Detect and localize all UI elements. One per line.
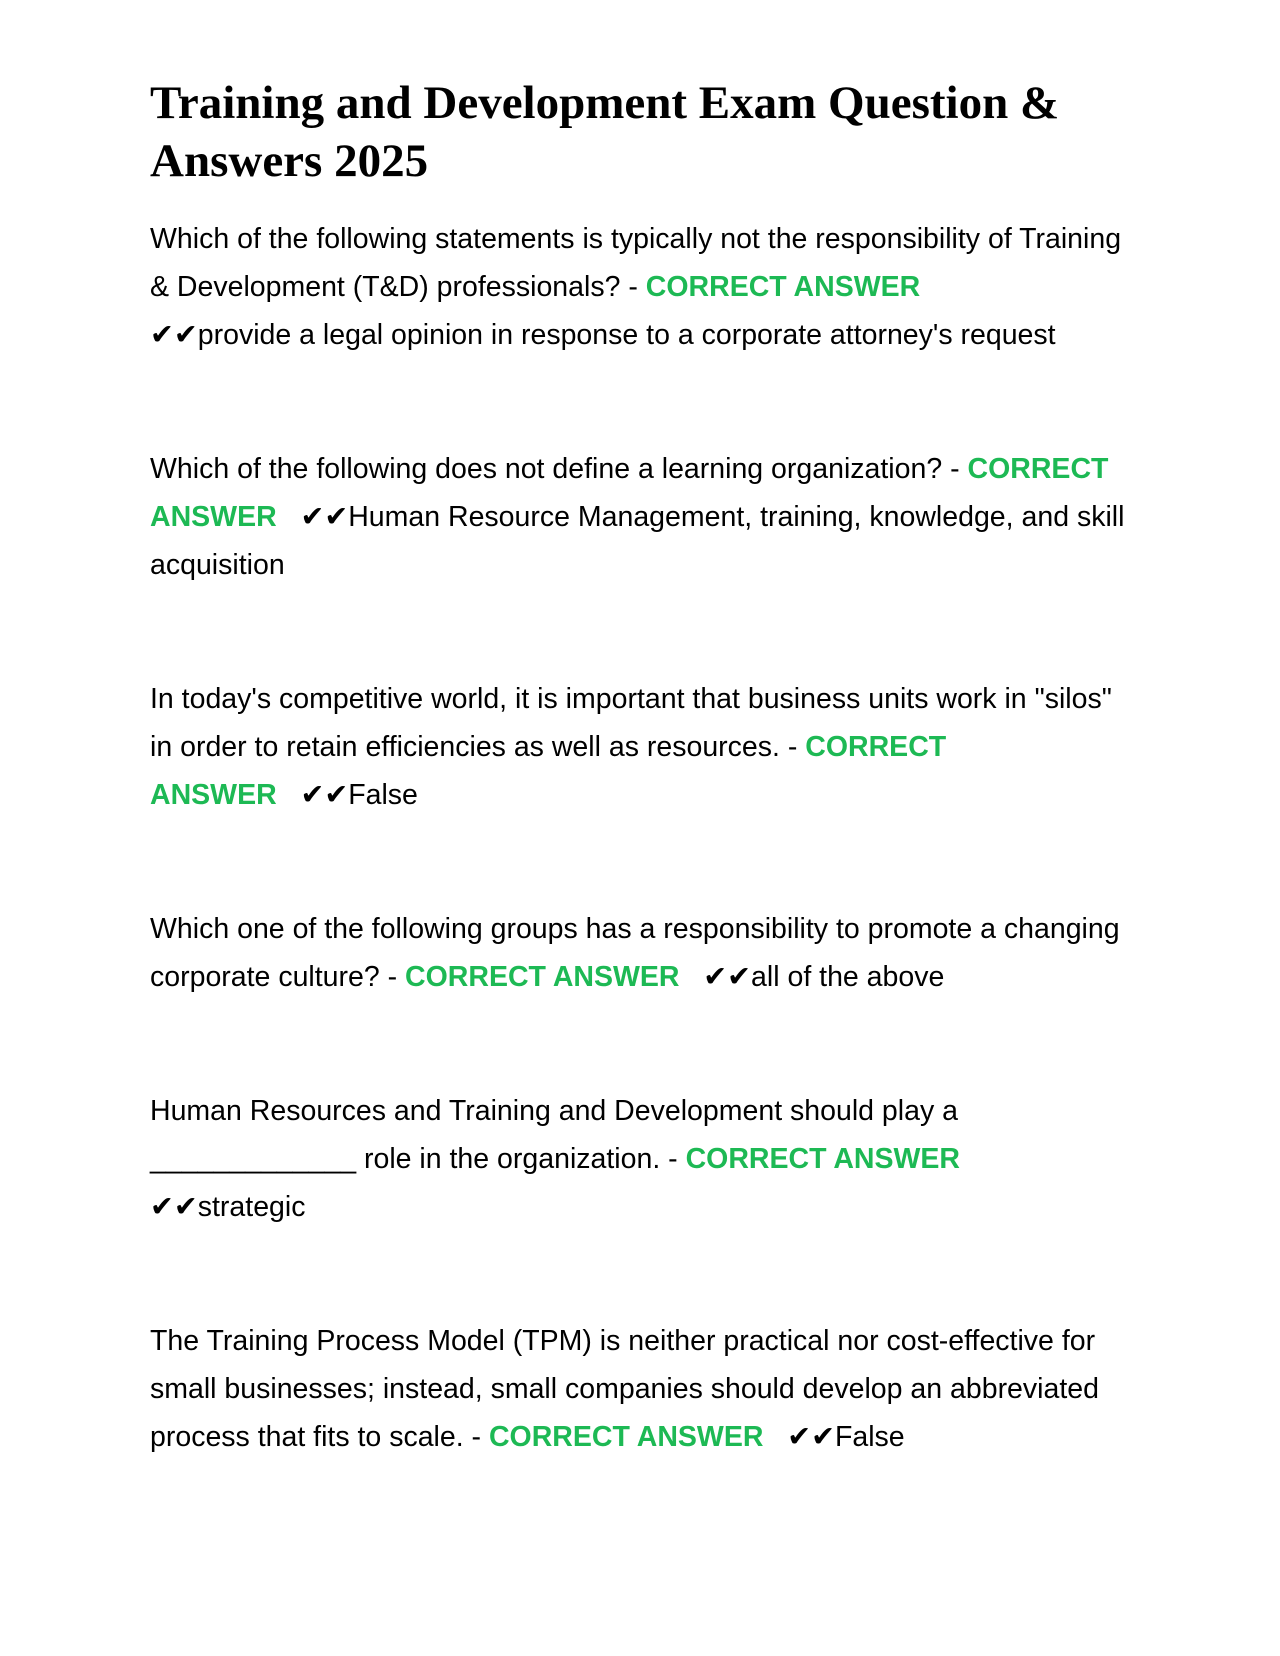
question-text: The Training Process Model (TPM) is neither practical nor cost-effective for small businesses; instead, small companies should develop an abbreviated process that fits to scale. - [150, 1325, 1099, 1453]
question-text: Human Resources and Training and Development should play a _____________ role in the organization. - [150, 1095, 958, 1175]
correct-answer-label: CORRECT ANSWER [488, 1421, 764, 1453]
answer-text: all of the above [751, 961, 945, 993]
question-text: Which of the following statements is typically not the responsibility of Training & Development (T&D) professionals? - [150, 223, 1122, 303]
answer-text: False [834, 1421, 905, 1453]
qa-item-4 [150, 905, 1130, 1001]
qa-item-3 [150, 675, 1130, 819]
checkmark-icon: ✔✔ [150, 319, 198, 351]
correct-answer-label: CORRECT ANSWER [150, 453, 1109, 533]
question-text: In today's competitive world, it is important that business units work in "silos" in order to retain efficiencies as well as resources. - [150, 683, 1112, 763]
correct-answer-label: CORRECT ANSWER [150, 731, 947, 811]
correct-answer-label: CORRECT ANSWER [685, 1143, 961, 1175]
qa-item-5 [150, 1087, 1130, 1231]
document-page [150, 74, 1130, 1461]
correct-answer-label: CORRECT ANSWER [405, 961, 680, 993]
answer-text: False [348, 779, 418, 811]
answer-text: strategic [197, 1191, 306, 1223]
question-text: Which of the following does not define a learning organization? - [150, 453, 968, 485]
qa-item-1 [150, 215, 1130, 359]
checkmark-icon: ✔✔ [300, 501, 349, 533]
checkmark-icon: ✔✔ [300, 779, 349, 811]
question-text: Which one of the following groups has a responsibility to promote a changing corporate culture? - [150, 913, 1120, 993]
checkmark-icon: ✔✔ [150, 1191, 198, 1223]
answer-text: provide a legal opinion in response to a corporate attorney's request [197, 319, 1056, 351]
document-title: Training and Development Exam Question & Answers 2025 [150, 77, 1060, 187]
checkmark-icon: ✔✔ [787, 1421, 835, 1453]
correct-answer-label: CORRECT ANSWER [645, 271, 921, 303]
qa-item-6 [150, 1317, 1130, 1461]
answer-text: Human Resource Management, training, knowledge, and skill acquisition [150, 501, 1125, 581]
checkmark-icon: ✔✔ [703, 961, 752, 993]
qa-item-2 [150, 445, 1130, 589]
